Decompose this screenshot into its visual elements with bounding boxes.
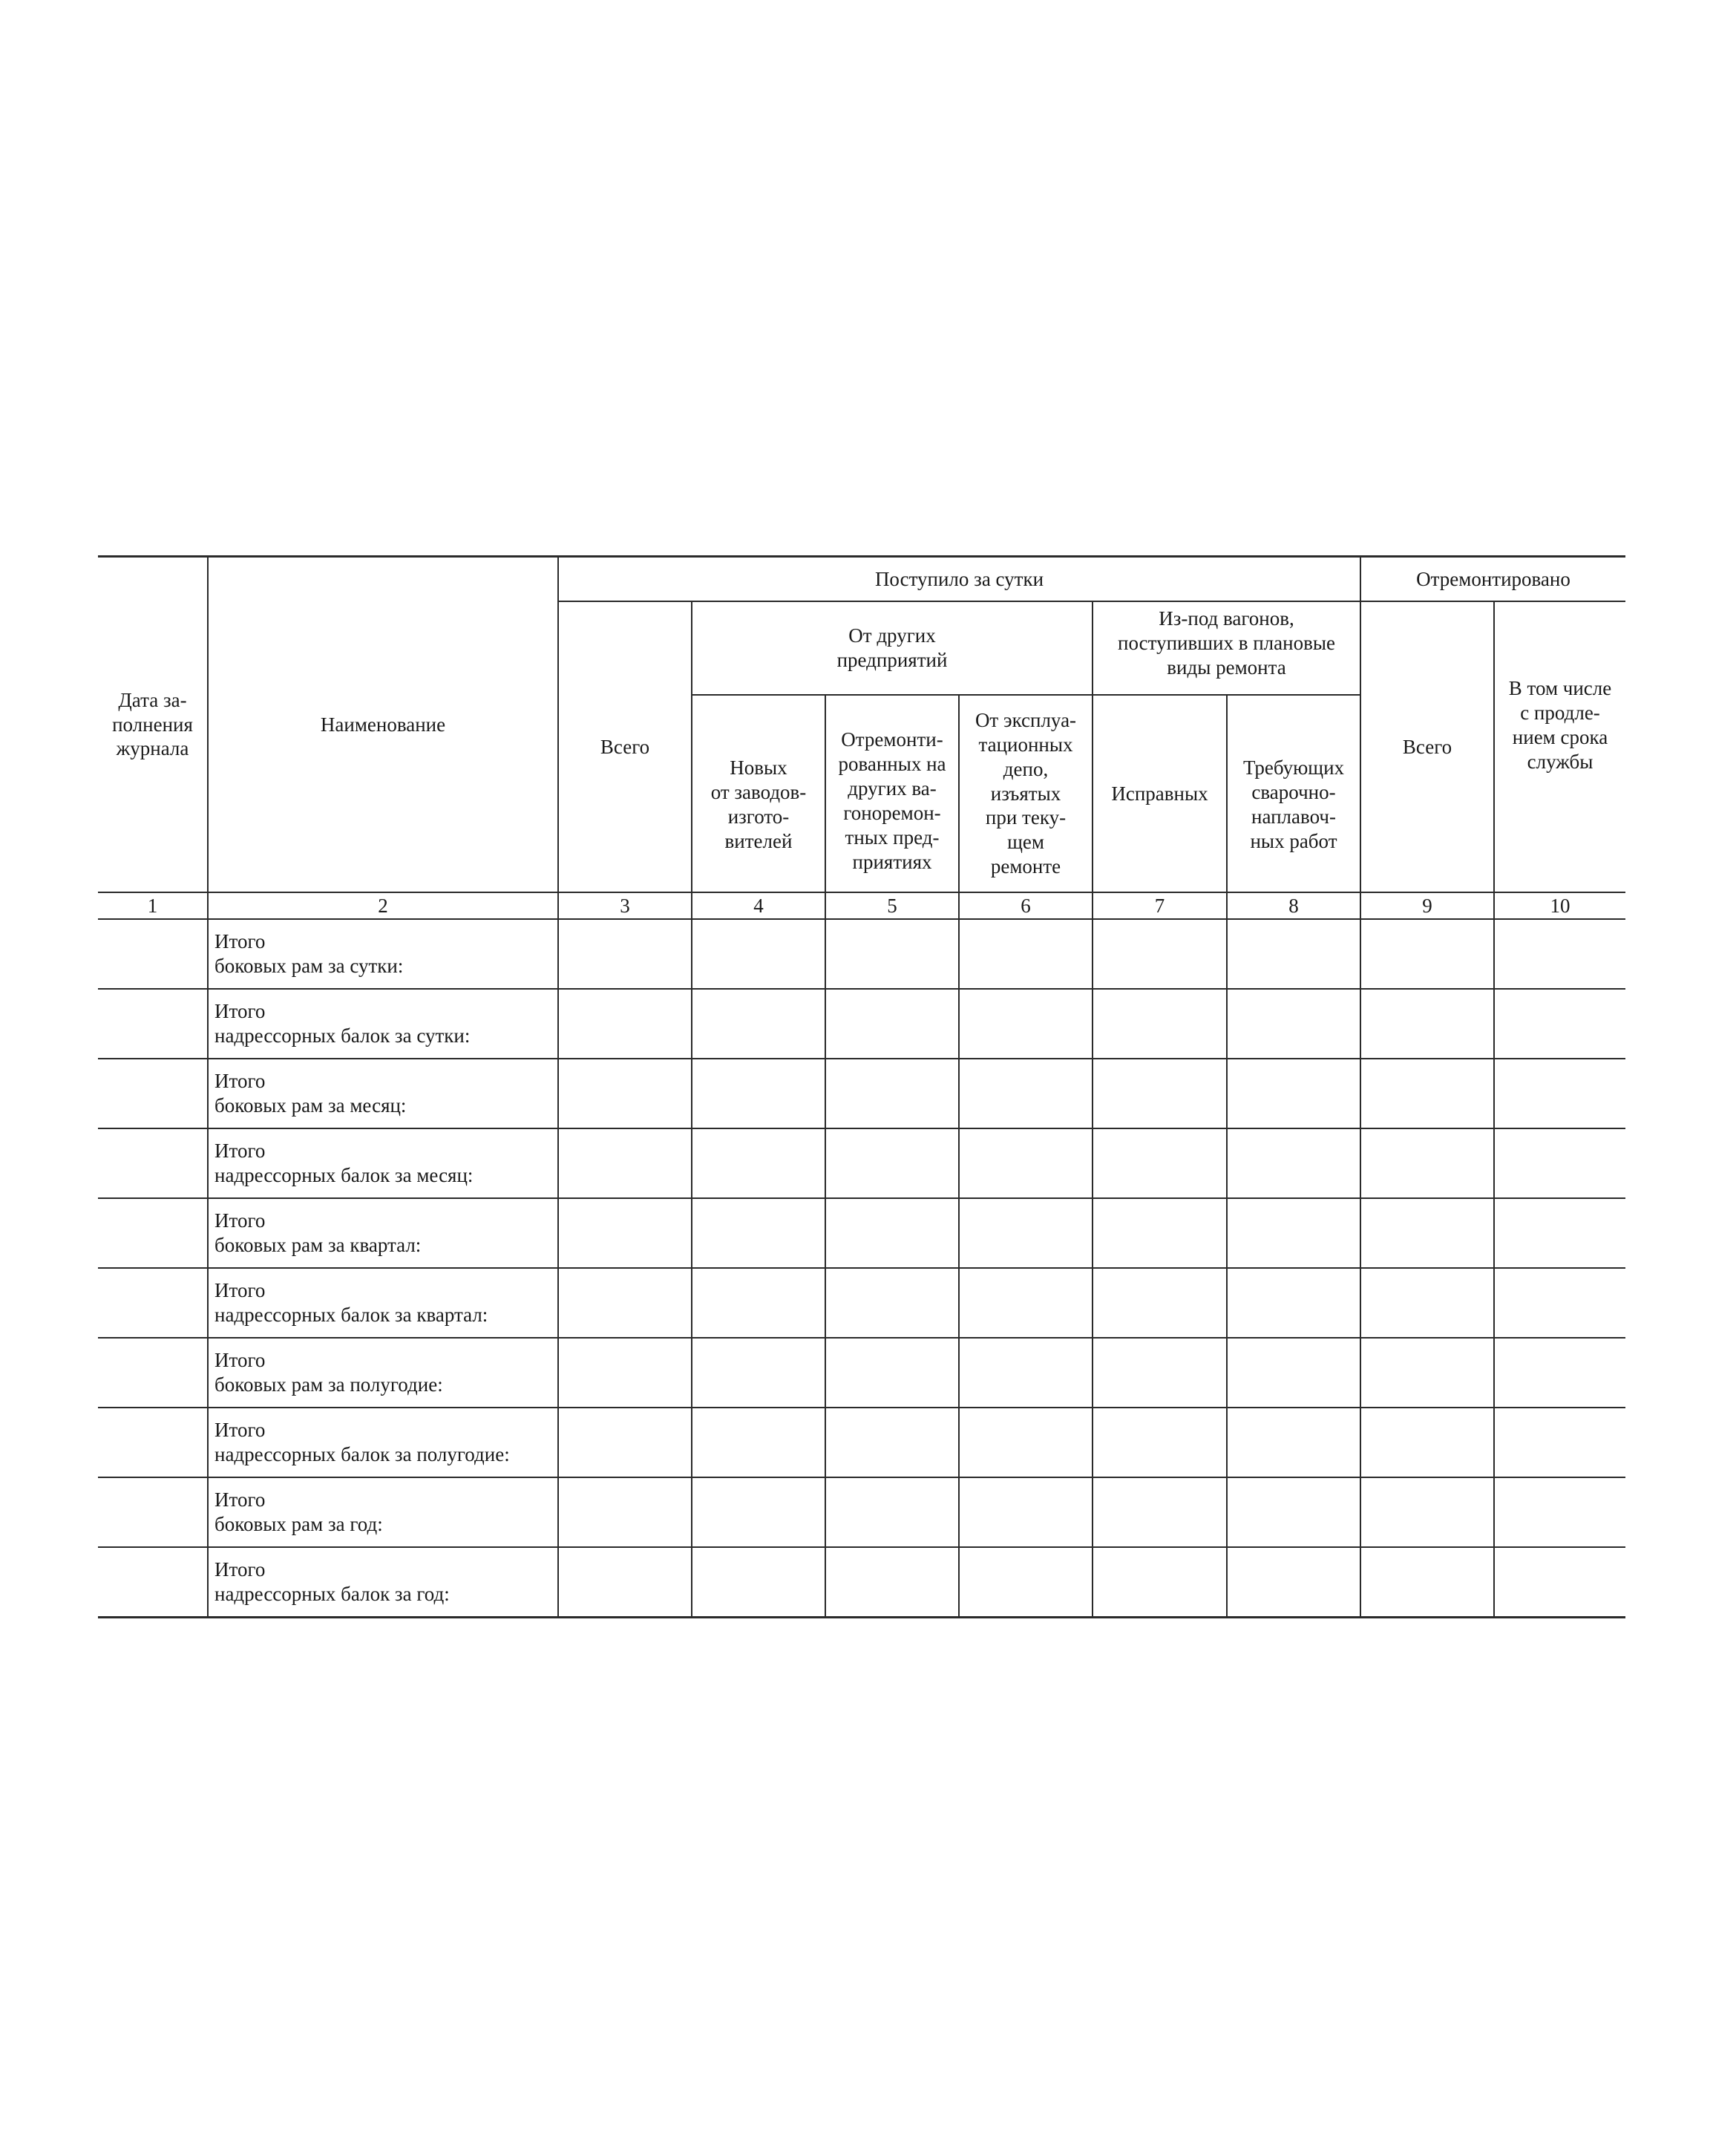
column-number: 8 <box>1227 892 1360 919</box>
journal-table <box>98 555 1625 1618</box>
value-cell-col-6[interactable] <box>959 1059 1093 1128</box>
value-cell-col-9[interactable] <box>1360 1128 1494 1198</box>
date-cell[interactable] <box>98 1547 208 1618</box>
table-row <box>98 1268 1625 1338</box>
name-line-2: надрессорных балок за сутки: <box>214 1024 471 1047</box>
value-cell-col-3[interactable] <box>558 1198 692 1268</box>
value-cell-col-3[interactable] <box>558 1338 692 1408</box>
column-number: 9 <box>1360 892 1494 919</box>
value-cell-col-8[interactable] <box>1227 1547 1360 1618</box>
date-cell[interactable] <box>98 1408 208 1477</box>
value-cell-col-5[interactable] <box>825 1477 959 1547</box>
value-cell-col-10[interactable] <box>1494 989 1625 1059</box>
name-line-2: надрессорных балок за месяц: <box>214 1164 474 1186</box>
value-cell-col-3[interactable] <box>558 1128 692 1198</box>
column-number: 5 <box>825 892 959 919</box>
column-number: 2 <box>208 892 558 919</box>
value-cell-col-4[interactable] <box>692 1198 825 1268</box>
value-cell-col-10[interactable] <box>1494 1338 1625 1408</box>
value-cell-col-9[interactable] <box>1360 989 1494 1059</box>
name-line-1: Итого <box>214 1558 266 1581</box>
value-cell-col-9[interactable] <box>1360 1408 1494 1477</box>
name-cell <box>208 1338 558 1408</box>
name-cell <box>208 919 558 989</box>
value-cell-col-8[interactable] <box>1227 1059 1360 1128</box>
table-row <box>98 919 1625 989</box>
name-cell <box>208 1547 558 1618</box>
table-row <box>98 1477 1625 1547</box>
name-line-2: боковых рам за сутки: <box>214 955 404 977</box>
value-cell-col-8[interactable] <box>1227 919 1360 989</box>
value-cell-col-10[interactable] <box>1494 919 1625 989</box>
name-line-1: Итого <box>214 1419 266 1442</box>
header-serviceable: Исправных <box>1093 695 1227 892</box>
value-cell-col-10[interactable] <box>1494 1128 1625 1198</box>
value-cell-col-8[interactable] <box>1227 1338 1360 1408</box>
value-cell-col-7[interactable] <box>1093 919 1227 989</box>
header-from-wagons-group: Из-под вагонов, поступивших в плановые виды ремонта <box>1093 601 1360 695</box>
value-cell-col-6[interactable] <box>959 1408 1093 1477</box>
value-cell-col-5[interactable] <box>825 1338 959 1408</box>
table-row <box>98 1547 1625 1618</box>
name-cell <box>208 1477 558 1547</box>
value-cell-col-3[interactable] <box>558 1059 692 1128</box>
value-cell-col-4[interactable] <box>692 1128 825 1198</box>
column-number: 1 <box>98 892 208 919</box>
value-cell-col-8[interactable] <box>1227 989 1360 1059</box>
column-number: 10 <box>1494 892 1625 919</box>
value-cell-col-8[interactable] <box>1227 1128 1360 1198</box>
name-line-1: Итого <box>214 1349 266 1372</box>
header-new-from-factories: Новых от заводов- изгото- вителей <box>692 695 825 892</box>
value-cell-col-10[interactable] <box>1494 1198 1625 1268</box>
value-cell-col-5[interactable] <box>825 1547 959 1618</box>
value-cell-col-3[interactable] <box>558 1477 692 1547</box>
value-cell-col-9[interactable] <box>1360 1477 1494 1547</box>
header-repaired-at-other: Отремонти- рованных на других ва- гоноремон- тных пред- приятиях <box>825 695 959 892</box>
value-cell-col-5[interactable] <box>825 1408 959 1477</box>
value-cell-col-7[interactable] <box>1093 989 1227 1059</box>
name-cell <box>208 1059 558 1128</box>
table-row <box>98 1338 1625 1408</box>
header-received-total: Всего <box>558 601 692 892</box>
value-cell-col-4[interactable] <box>692 1477 825 1547</box>
value-cell-col-3[interactable] <box>558 989 692 1059</box>
name-line-2: боковых рам за месяц: <box>214 1094 407 1117</box>
value-cell-col-10[interactable] <box>1494 1547 1625 1618</box>
value-cell-col-4[interactable] <box>692 1268 825 1338</box>
name-line-2: боковых рам за год: <box>214 1513 383 1535</box>
value-cell-col-7[interactable] <box>1093 1547 1227 1618</box>
table-row <box>98 1128 1625 1198</box>
name-cell <box>208 1198 558 1268</box>
header-need-welding: Требующих сварочно- наплавоч- ных работ <box>1227 695 1360 892</box>
column-number: 4 <box>692 892 825 919</box>
name-cell <box>208 1268 558 1338</box>
value-cell-col-6[interactable] <box>959 1477 1093 1547</box>
value-cell-col-9[interactable] <box>1360 1547 1494 1618</box>
header-name: Наименование <box>208 557 558 893</box>
value-cell-col-9[interactable] <box>1360 919 1494 989</box>
name-line-1: Итого <box>214 1488 266 1511</box>
date-cell[interactable] <box>98 1338 208 1408</box>
journal-body <box>98 919 1625 1618</box>
date-cell[interactable] <box>98 919 208 989</box>
value-cell-col-7[interactable] <box>1093 1268 1227 1338</box>
date-cell[interactable] <box>98 989 208 1059</box>
name-line-2: боковых рам за полугодие: <box>214 1373 443 1396</box>
value-cell-col-5[interactable] <box>825 1198 959 1268</box>
value-cell-col-8[interactable] <box>1227 1408 1360 1477</box>
column-number: 7 <box>1093 892 1227 919</box>
value-cell-col-3[interactable] <box>558 1547 692 1618</box>
value-cell-col-10[interactable] <box>1494 1408 1625 1477</box>
value-cell-col-7[interactable] <box>1093 1477 1227 1547</box>
value-cell-col-6[interactable] <box>959 1128 1093 1198</box>
name-line-1: Итого <box>214 1209 266 1232</box>
value-cell-col-3[interactable] <box>558 1268 692 1338</box>
header-from-other-group: От других предприятий <box>692 601 1093 695</box>
name-cell <box>208 1128 558 1198</box>
value-cell-col-9[interactable] <box>1360 1268 1494 1338</box>
date-cell[interactable] <box>98 1268 208 1338</box>
value-cell-col-4[interactable] <box>692 1338 825 1408</box>
value-cell-col-4[interactable] <box>692 1547 825 1618</box>
name-line-1: Итого <box>214 1279 266 1302</box>
name-line-1: Итого <box>214 1070 266 1093</box>
name-line-1: Итого <box>214 1140 266 1163</box>
value-cell-col-9[interactable] <box>1360 1338 1494 1408</box>
value-cell-col-3[interactable] <box>558 1408 692 1477</box>
header-life-extension: В том числе с продле- нием срока службы <box>1494 601 1625 892</box>
name-line-1: Итого <box>214 1000 266 1023</box>
value-cell-col-8[interactable] <box>1227 1477 1360 1547</box>
value-cell-col-5[interactable] <box>825 1268 959 1338</box>
value-cell-col-8[interactable] <box>1227 1268 1360 1338</box>
header-repaired-total: Всего <box>1360 601 1494 892</box>
journal-form <box>98 555 1625 1618</box>
value-cell-col-7[interactable] <box>1093 1198 1227 1268</box>
table-row <box>98 1059 1625 1128</box>
value-cell-col-6[interactable] <box>959 1198 1093 1268</box>
date-cell[interactable] <box>98 1477 208 1547</box>
value-cell-col-4[interactable] <box>692 989 825 1059</box>
value-cell-col-7[interactable] <box>1093 1059 1227 1128</box>
name-line-2: надрессорных балок за квартал: <box>214 1304 488 1326</box>
column-number: 3 <box>558 892 692 919</box>
header-from-depots: От эксплуа- тационных депо, изъятых при теку- щем ремонте <box>959 695 1093 892</box>
value-cell-col-6[interactable] <box>959 1547 1093 1618</box>
value-cell-col-6[interactable] <box>959 1338 1093 1408</box>
date-cell[interactable] <box>98 1059 208 1128</box>
value-cell-col-6[interactable] <box>959 919 1093 989</box>
value-cell-col-7[interactable] <box>1093 1128 1227 1198</box>
value-cell-col-10[interactable] <box>1494 1477 1625 1547</box>
value-cell-col-4[interactable] <box>692 1059 825 1128</box>
column-number: 6 <box>959 892 1093 919</box>
header-date: Дата за- полнения журнала <box>98 557 208 893</box>
value-cell-col-5[interactable] <box>825 989 959 1059</box>
value-cell-col-10[interactable] <box>1494 1059 1625 1128</box>
value-cell-col-7[interactable] <box>1093 1338 1227 1408</box>
date-cell[interactable] <box>98 1128 208 1198</box>
name-cell <box>208 1408 558 1477</box>
table-row <box>98 1198 1625 1268</box>
value-cell-col-10[interactable] <box>1494 1268 1625 1338</box>
table-row <box>98 1408 1625 1477</box>
name-line-2: надрессорных балок за год: <box>214 1583 450 1605</box>
value-cell-col-7[interactable] <box>1093 1408 1227 1477</box>
value-cell-col-5[interactable] <box>825 1059 959 1128</box>
value-cell-col-3[interactable] <box>558 919 692 989</box>
value-cell-col-4[interactable] <box>692 1408 825 1477</box>
table-row <box>98 989 1625 1059</box>
column-number-row <box>98 892 1625 919</box>
name-line-2: надрессорных балок за полугодие: <box>214 1443 510 1465</box>
value-cell-col-6[interactable] <box>959 1268 1093 1338</box>
header-repaired-group: Отремонтировано <box>1360 557 1625 602</box>
value-cell-col-4[interactable] <box>692 919 825 989</box>
header-received-group: Поступило за сутки <box>558 557 1360 602</box>
value-cell-col-8[interactable] <box>1227 1198 1360 1268</box>
name-line-1: Итого <box>214 930 266 953</box>
value-cell-col-9[interactable] <box>1360 1059 1494 1128</box>
value-cell-col-9[interactable] <box>1360 1198 1494 1268</box>
value-cell-col-5[interactable] <box>825 1128 959 1198</box>
value-cell-col-6[interactable] <box>959 989 1093 1059</box>
value-cell-col-5[interactable] <box>825 919 959 989</box>
name-cell <box>208 989 558 1059</box>
name-line-2: боковых рам за квартал: <box>214 1234 422 1256</box>
date-cell[interactable] <box>98 1198 208 1268</box>
